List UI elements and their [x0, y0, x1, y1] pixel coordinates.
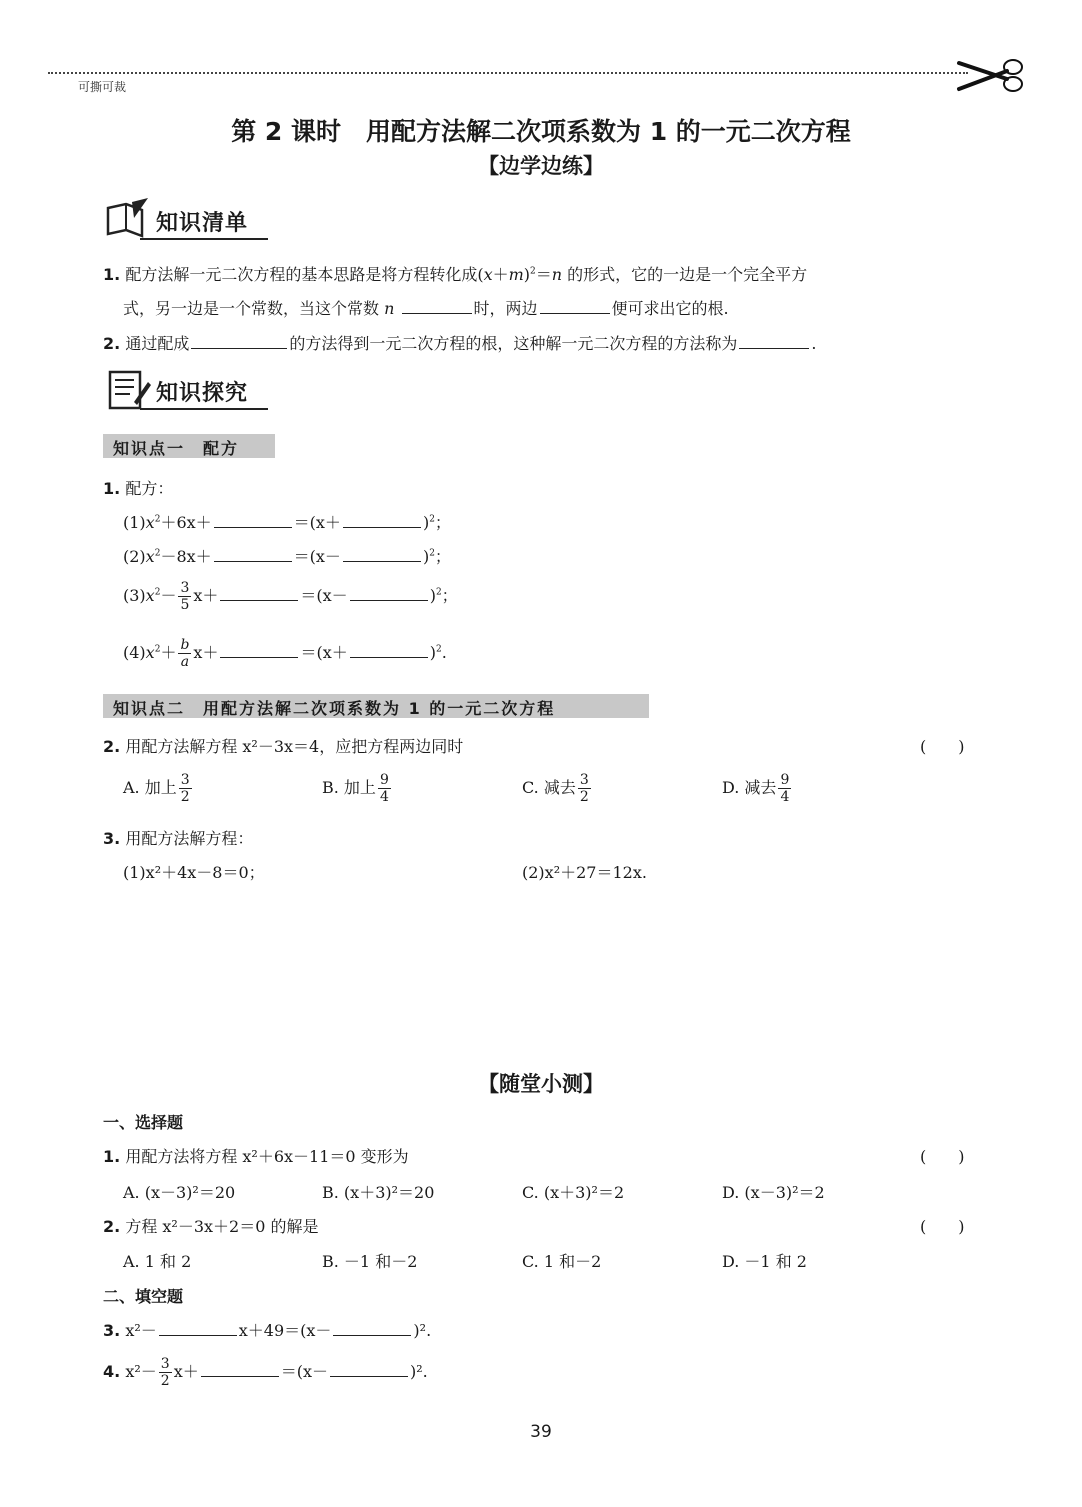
p2-option-b[interactable] — [322, 772, 393, 805]
p2-option-d[interactable] — [722, 772, 793, 805]
var-n: n — [551, 265, 563, 284]
item-label: (4) — [123, 643, 146, 662]
quiz-q3-a: x²－ — [125, 1321, 157, 1340]
quiz-q4-a: x²－ — [125, 1362, 157, 1381]
plus-sign: ＋ — [160, 643, 177, 662]
var-x: x — [145, 643, 155, 662]
knowledge-list-title: 知识清单 — [156, 211, 249, 236]
var-x: x — [145, 586, 155, 605]
answer-bracket[interactable]: ( ) — [920, 1147, 965, 1166]
question-number: 3. — [103, 1321, 121, 1340]
kl-q2 — [103, 331, 816, 354]
kl-q1-line2 — [123, 296, 729, 319]
punct: ； — [441, 586, 458, 605]
scissors-icon — [955, 55, 1027, 95]
quiz-q4-d: )². — [410, 1362, 428, 1381]
denominator: 4 — [780, 789, 790, 805]
kl-q1-line1 — [103, 262, 807, 285]
answer-bracket[interactable]: ( ) — [920, 737, 965, 756]
var-x: x — [145, 513, 155, 532]
question-number: 2. — [103, 1217, 121, 1236]
p1-item-4 — [123, 637, 447, 670]
exponent: 2 — [154, 514, 161, 525]
minus-sign: － — [160, 586, 177, 605]
fill-blank[interactable] — [343, 546, 421, 562]
numerator: 9 — [379, 772, 389, 788]
denominator: a — [180, 654, 190, 670]
quiz-q2 — [103, 1214, 319, 1237]
quiz-q1-option-c[interactable]: C. (x＋3)²＝2 — [522, 1183, 625, 1202]
fraction — [178, 637, 191, 670]
fill-blank[interactable] — [333, 1320, 411, 1336]
expr-eq: ＝(x－ — [293, 547, 341, 566]
close-paren: ) — [422, 547, 430, 566]
quiz-q2-option-d[interactable]: D. －1 和 2 — [722, 1252, 807, 1271]
question-number: 2. — [103, 737, 121, 756]
numerator: 3 — [579, 772, 589, 788]
p2-q3-part-1: (1)x²＋4x－8＝0； — [123, 863, 265, 882]
kl-q1-line2-c: 便可求出它的根. — [611, 299, 729, 318]
item-label: (3) — [123, 586, 146, 605]
close-paren: ) — [429, 643, 436, 662]
quiz-heading: 【随堂小测】 — [478, 1072, 604, 1096]
denominator: 4 — [379, 789, 389, 805]
fill-blank[interactable] — [214, 546, 292, 562]
close-paren: ) — [422, 513, 430, 532]
equals-sign: ＝ — [535, 265, 552, 284]
banner-underline — [140, 238, 268, 240]
expr-mid: ＋6x＋ — [160, 513, 212, 532]
cut-label: 可撕可裁 — [78, 80, 127, 94]
knowledge-explore-banner — [100, 368, 280, 416]
fill-blank[interactable] — [739, 333, 809, 349]
fill-blank[interactable] — [220, 642, 298, 658]
kl-q1-text-h: 的形式，它的一边是一个完全平方 — [562, 265, 808, 284]
fill-blank[interactable] — [220, 585, 298, 601]
fraction — [179, 772, 192, 805]
option-label: D. 减去 — [722, 778, 777, 797]
punct: ； — [434, 547, 451, 566]
p2-q3-text: 用配方法解方程： — [125, 829, 254, 848]
fraction — [178, 580, 191, 613]
fill-blank[interactable] — [350, 642, 428, 658]
fraction — [159, 1356, 172, 1389]
notebook-pencil-icon — [104, 368, 152, 412]
punct: ； — [434, 513, 451, 532]
var-x: x — [483, 265, 493, 284]
cut-line — [48, 72, 968, 74]
quiz-q2-option-b[interactable]: B. －1 和－2 — [322, 1252, 418, 1271]
quiz-q2-text: 方程 x²－3x＋2＝0 的解是 — [125, 1217, 319, 1236]
fill-blank[interactable] — [402, 298, 472, 314]
fill-blank[interactable] — [350, 585, 428, 601]
quiz-q1-option-d[interactable]: D. (x－3)²＝2 — [722, 1183, 825, 1202]
numerator: 3 — [180, 772, 190, 788]
option-label: C. 减去 — [522, 778, 576, 797]
exponent: 2 — [154, 644, 161, 655]
question-number: 1. — [103, 479, 121, 498]
kl-q1-text-a: 配方法解一元二次方程的基本思路是将方程转化成( — [125, 265, 484, 284]
question-number: 2. — [103, 334, 121, 353]
close-paren: ) — [429, 586, 436, 605]
denominator: 5 — [180, 597, 190, 613]
var-x: x — [145, 547, 155, 566]
denominator: 2 — [579, 789, 589, 805]
var-m: m — [508, 265, 524, 284]
fraction — [578, 772, 591, 805]
plus-sign: ＋ — [492, 265, 509, 284]
page-number: 39 — [530, 1422, 552, 1442]
p1-item-1 — [123, 510, 451, 533]
quiz-q2-option-c[interactable]: C. 1 和－2 — [522, 1252, 602, 1271]
quiz-q3 — [103, 1318, 431, 1341]
answer-bracket[interactable]: ( ) — [920, 1217, 965, 1236]
kl-q2-text-a: 通过配成 — [125, 334, 190, 353]
quiz-q2-option-a[interactable]: A. 1 和 2 — [123, 1252, 192, 1271]
close-paren: ) — [523, 265, 531, 284]
quiz-q1 — [103, 1144, 409, 1167]
knowledge-point-2-header: 知识点二 用配方法解二次项系数为 1 的一元二次方程 — [103, 694, 649, 718]
quiz-q1-text: 用配方法将方程 x²＋6x－11＝0 变形为 — [125, 1147, 409, 1166]
numerator: 3 — [160, 1356, 170, 1372]
pen-notebook-icon — [104, 198, 152, 242]
page-title: 第 2 课时 用配方法解二次项系数为 1 的一元二次方程 — [231, 117, 851, 146]
fill-blank[interactable] — [343, 512, 421, 528]
p1-q1-text: 配方： — [125, 479, 174, 498]
p1-q1 — [103, 476, 173, 499]
p2-q2 — [103, 734, 463, 757]
quiz-q3-b: x＋49＝(x－ — [238, 1321, 332, 1340]
denominator: 2 — [160, 1373, 170, 1389]
fraction — [778, 772, 791, 805]
numerator: 9 — [780, 772, 790, 788]
exponent: 2 — [429, 514, 435, 525]
option-label: B. 加上 — [322, 778, 376, 797]
expr-mid: x＋ — [193, 586, 219, 605]
expr-mid: x＋ — [193, 643, 219, 662]
p2-option-c[interactable] — [522, 772, 593, 805]
fill-blank[interactable] — [214, 512, 292, 528]
exponent: 2 — [530, 266, 536, 277]
numerator: 3 — [180, 580, 190, 596]
quiz-section-fill: 二、填空题 — [103, 1287, 184, 1306]
kl-q2-text-b: 的方法得到一元二次方程的根，这种解一元二次方程的方法称为 — [289, 334, 738, 353]
knowledge-point-1-header: 知识点一 配方 — [103, 434, 275, 458]
punct: . — [441, 643, 447, 662]
expr-eq: ＝(x＋ — [300, 643, 348, 662]
kl-q1-line2-b: 时，两边 — [473, 299, 538, 318]
kl-q1-line2-a: 式，另一边是一个常数，当这个常数 — [123, 299, 385, 318]
exponent: 2 — [429, 548, 435, 559]
exponent: 2 — [435, 587, 442, 598]
banner-underline — [140, 408, 268, 410]
quiz-q4-c: ＝(x－ — [280, 1362, 328, 1381]
fill-blank[interactable] — [191, 333, 287, 349]
expr-eq: ＝(x－ — [300, 586, 348, 605]
quiz-q1-option-b[interactable]: B. (x＋3)²＝20 — [322, 1183, 435, 1202]
p2-option-a[interactable] — [123, 772, 194, 805]
quiz-q4 — [103, 1356, 428, 1389]
fill-blank[interactable] — [201, 1361, 279, 1377]
option-label: A. 加上 — [123, 778, 177, 797]
quiz-section-choice: 一、选择题 — [103, 1113, 184, 1132]
fill-blank[interactable] — [330, 1361, 408, 1377]
p1-item-2 — [123, 544, 451, 567]
p1-item-3 — [123, 580, 458, 613]
fill-blank[interactable] — [159, 1320, 237, 1336]
quiz-q1-option-a[interactable]: A. (x－3)²＝20 — [123, 1183, 236, 1202]
fill-blank[interactable] — [540, 298, 610, 314]
question-number: 1. — [103, 1147, 121, 1166]
p2-q3-part-2: (2)x²＋27＝12x. — [522, 863, 647, 882]
expr-eq: ＝(x＋ — [293, 513, 341, 532]
quiz-q3-c: )². — [413, 1321, 432, 1340]
exponent: 2 — [435, 644, 442, 655]
knowledge-list-banner — [100, 198, 280, 246]
p2-q2-text: 用配方法解方程 x²－3x＝4，应把方程两边同时 — [125, 737, 464, 756]
exponent: 2 — [154, 587, 161, 598]
kl-q2-text-c: . — [811, 334, 817, 353]
knowledge-explore-title: 知识探究 — [156, 381, 249, 406]
question-number: 1. — [103, 265, 121, 284]
fraction — [378, 772, 391, 805]
subtitle-learn: 【边学边练】 — [478, 154, 604, 178]
numerator: b — [180, 637, 190, 653]
denominator: 2 — [180, 789, 190, 805]
var-n: n — [384, 299, 395, 318]
question-number: 4. — [103, 1362, 121, 1381]
exponent: 2 — [154, 548, 161, 559]
p2-q3 — [103, 826, 253, 849]
question-number: 3. — [103, 829, 121, 848]
quiz-q4-b: x＋ — [173, 1362, 199, 1381]
item-label: (1) — [123, 513, 146, 532]
expr-mid: －8x＋ — [160, 547, 212, 566]
item-label: (2) — [123, 547, 146, 566]
